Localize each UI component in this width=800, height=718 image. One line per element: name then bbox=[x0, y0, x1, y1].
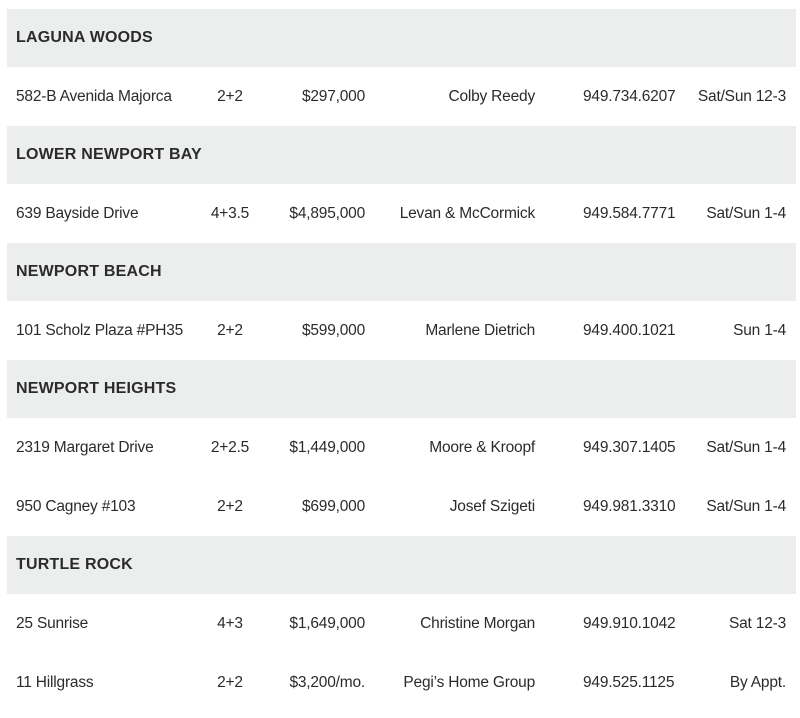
listing-address: 639 Bayside Drive bbox=[16, 204, 139, 222]
section-header: NEWPORT HEIGHTS bbox=[7, 360, 796, 418]
listing-price: $1,649,000 bbox=[289, 614, 365, 632]
listing-beds-baths: 2+2 bbox=[217, 673, 243, 691]
listing-agent: Marlene Dietrich bbox=[425, 321, 535, 339]
listing-row bbox=[7, 594, 796, 653]
listing-phone: 949.307.1405 bbox=[583, 438, 676, 456]
listing-address: 25 Sunrise bbox=[16, 614, 89, 632]
listing-agent: Pegi’s Home Group bbox=[403, 673, 535, 691]
listing-beds-baths: 4+3.5 bbox=[210, 204, 250, 222]
listing-beds-baths: 2+2.5 bbox=[210, 438, 250, 456]
listing-address: 101 Scholz Plaza #PH35 bbox=[16, 321, 184, 339]
listing-agent: Josef Szigeti bbox=[449, 497, 535, 515]
listing-phone: 949.910.1042 bbox=[583, 614, 676, 632]
listing-price: $699,000 bbox=[301, 497, 365, 515]
listing-price: $297,000 bbox=[301, 87, 365, 105]
listing-row bbox=[7, 653, 796, 712]
listing-beds-baths: 4+3 bbox=[217, 614, 243, 632]
listing-row bbox=[7, 184, 796, 243]
listing-address: 11 Hillgrass bbox=[16, 673, 94, 691]
listing-agent: Levan & McCormick bbox=[399, 204, 535, 222]
listing-row bbox=[7, 67, 796, 126]
section-header: LAGUNA WOODS bbox=[7, 9, 796, 67]
listing-phone: 949.584.7771 bbox=[583, 204, 676, 222]
listing-phone: 949.400.1021 bbox=[583, 321, 676, 339]
listing-beds-baths: 2+2 bbox=[217, 497, 243, 515]
listing-beds-baths: 2+2 bbox=[217, 321, 243, 339]
listing-open-hours: Sat/Sun 1-4 bbox=[706, 204, 786, 222]
listing-agent: Moore & Kroopf bbox=[429, 438, 535, 456]
listing-row bbox=[7, 301, 796, 360]
listing-agent: Christine Morgan bbox=[420, 614, 535, 632]
listing-open-hours: Sat/Sun 12-3 bbox=[697, 87, 786, 105]
listing-open-hours: Sat/Sun 1-4 bbox=[706, 438, 786, 456]
open-house-listings bbox=[7, 9, 796, 712]
listing-price: $4,895,000 bbox=[289, 204, 365, 222]
listing-address: 2319 Margaret Drive bbox=[16, 438, 154, 456]
listing-open-hours: By Appt. bbox=[729, 673, 786, 691]
listing-row bbox=[7, 477, 796, 536]
listing-price: $3,200/mo. bbox=[289, 673, 365, 691]
listing-open-hours: Sat/Sun 1-4 bbox=[706, 497, 786, 515]
listing-open-hours: Sun 1-4 bbox=[733, 321, 786, 339]
section-header: LOWER NEWPORT BAY bbox=[7, 126, 796, 184]
section-header: TURTLE ROCK bbox=[7, 536, 796, 594]
listing-phone: 949.525.1125 bbox=[583, 673, 675, 691]
listing-phone: 949.981.3310 bbox=[583, 497, 676, 515]
listing-beds-baths: 2+2 bbox=[217, 87, 243, 105]
listing-address: 582-B Avenida Majorca bbox=[16, 87, 172, 105]
listing-agent: Colby Reedy bbox=[448, 87, 535, 105]
listing-open-hours: Sat 12-3 bbox=[729, 614, 786, 632]
section-header: NEWPORT BEACH bbox=[7, 243, 796, 301]
listing-price: $1,449,000 bbox=[289, 438, 365, 456]
listing-price: $599,000 bbox=[301, 321, 365, 339]
listing-address: 950 Cagney #103 bbox=[16, 497, 136, 515]
listing-row bbox=[7, 418, 796, 477]
listing-phone: 949.734.6207 bbox=[583, 87, 676, 105]
